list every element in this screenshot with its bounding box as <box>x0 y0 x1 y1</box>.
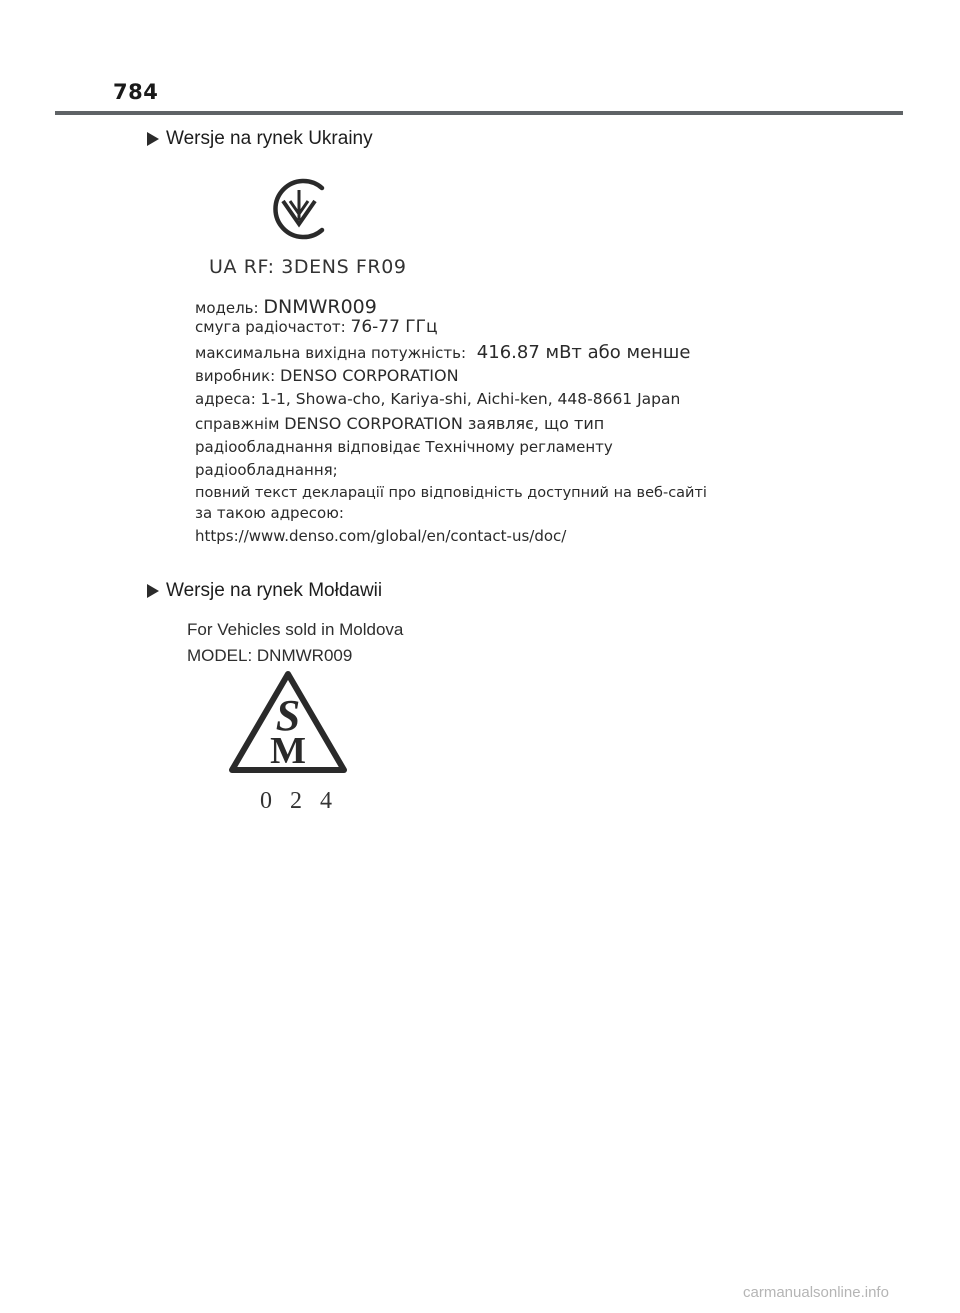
md-line-1: For Vehicles sold in Moldova <box>187 620 404 639</box>
ua-line-value: 416.87 мВт або менше <box>476 342 691 363</box>
ua-line-key: максимальна вихідна потужність: <box>195 344 467 362</box>
svg-text:M: M <box>270 730 306 772</box>
ua-line-address-label <box>195 506 707 521</box>
section-heading-label: Wersje na rynek Mołdawii <box>166 580 383 601</box>
ua-line-key: за такою адресою: <box>195 504 344 522</box>
ua-line-key: модель: <box>195 299 259 317</box>
ukrainian-conformity-mark-icon <box>266 176 334 242</box>
section-heading-label: Wersje na rynek Ukrainy <box>166 128 373 149</box>
moldova-label-text <box>187 620 403 666</box>
ua-line-key: адреса: <box>195 390 256 408</box>
md-line-2: MODEL: DNMWR009 <box>187 646 353 665</box>
ua-line-url <box>195 529 707 544</box>
ua-line-radio <box>195 460 707 479</box>
ua-line-declaration <box>195 413 707 433</box>
page-number: 784 <box>113 80 159 104</box>
ua-line-key: повний текст декларації про відповідність доступний на веб-сайті <box>195 484 707 501</box>
ua-line-value: DNMWR009 <box>263 296 377 318</box>
ua-line-key: справжнім <box>195 414 280 433</box>
ua-line-fulltext <box>195 486 707 501</box>
ua-line-value: 76-77 ГГц <box>350 317 438 337</box>
ua-line-maker <box>195 368 707 384</box>
ua-line-address <box>195 392 707 408</box>
svg-text:S: S <box>275 691 301 740</box>
ua-line-key: https://www.denso.com/global/en/contact-us/doc/ <box>195 527 567 545</box>
footer-brand[interactable]: carmanualsonline.info <box>743 1284 889 1301</box>
ua-line-model <box>195 298 707 317</box>
ua-line-value: DENSO CORPORATION <box>280 366 459 385</box>
ua-line-power <box>195 344 707 362</box>
ua-rf-code: UA RF: 3DENS FR09 <box>209 256 407 278</box>
ua-line-value: 1-1, Showa-cho, Kariya-shi, Aichi-ken, 448-8661 Japan <box>260 390 681 408</box>
section-heading-ukraine <box>147 128 373 150</box>
ua-line-key: радіообладнання; <box>195 460 338 479</box>
section-heading-moldova <box>147 580 382 602</box>
ukraine-label-text <box>195 296 707 545</box>
ua-line-key: радіообладнання відповідає Технічному регламенту <box>195 437 613 456</box>
header-rule <box>55 111 903 115</box>
ua-line-band <box>195 319 707 336</box>
md-mark-number: 0 2 4 <box>260 788 338 814</box>
ua-line-key: смуга радіочастот: <box>195 318 346 336</box>
ua-line-regulation <box>195 437 707 456</box>
moldovan-sm-conformity-mark-icon <box>226 668 350 778</box>
ua-line-value: DENSO CORPORATION заявляє, що тип <box>284 413 605 433</box>
ua-line-key: виробник: <box>195 367 276 385</box>
triangle-right-icon <box>147 132 159 146</box>
triangle-right-icon <box>147 584 159 598</box>
